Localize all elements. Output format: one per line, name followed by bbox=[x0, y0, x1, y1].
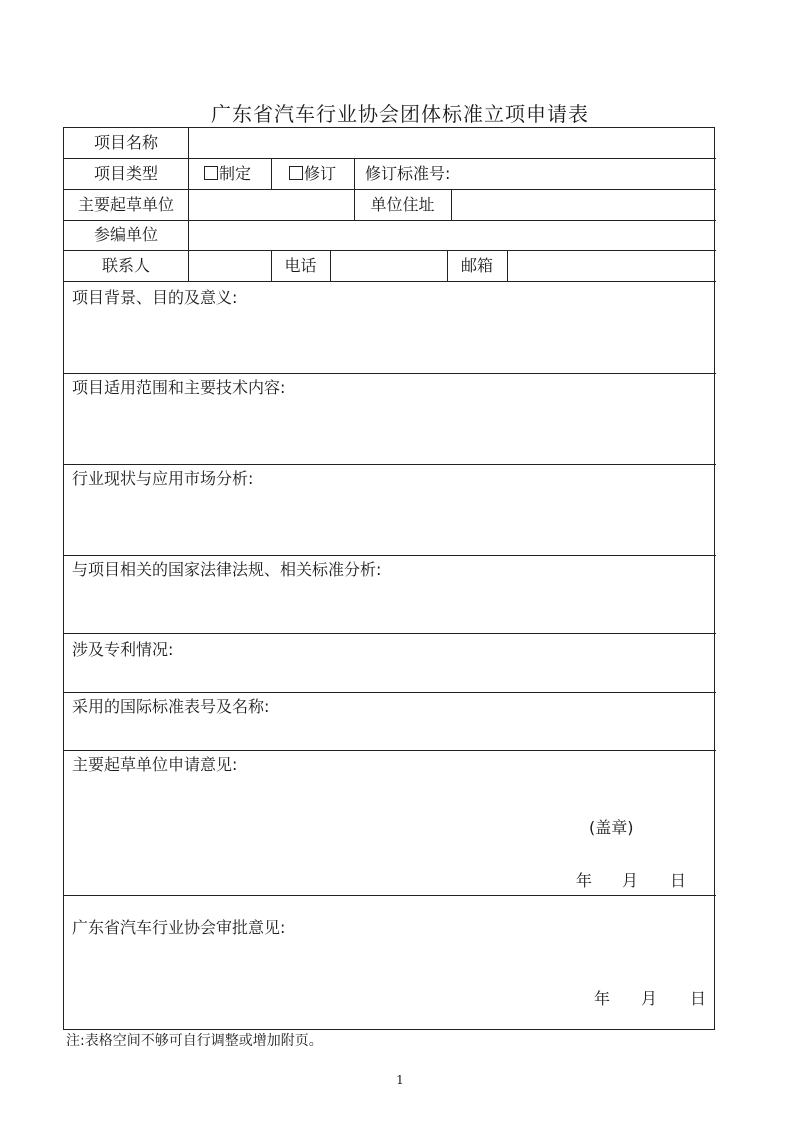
column-divider bbox=[354, 158, 355, 189]
main-drafter-field[interactable] bbox=[189, 190, 353, 219]
seal-label: (盖章) bbox=[589, 818, 634, 837]
contact-field[interactable] bbox=[189, 251, 270, 280]
row-divider bbox=[64, 555, 716, 556]
unit-address-field[interactable] bbox=[452, 190, 715, 219]
application-form-table bbox=[63, 127, 715, 1030]
date-day: 日 bbox=[690, 989, 707, 1008]
drafter-opinion-section-label: 主要起草单位申请意见: bbox=[72, 755, 238, 774]
page-title: 广东省汽车行业协会团体标准立项申请表 bbox=[211, 102, 589, 126]
row-divider bbox=[64, 750, 716, 751]
patent-section-label: 涉及专利情况: bbox=[72, 640, 174, 659]
participants-field[interactable] bbox=[189, 221, 715, 249]
association-opinion-section-label: 广东省汽车行业协会审批意见: bbox=[72, 918, 286, 937]
date-day: 日 bbox=[670, 871, 687, 890]
date-month: 月 bbox=[622, 871, 639, 890]
row-divider bbox=[64, 158, 716, 159]
type-option-establish[interactable] bbox=[204, 164, 251, 184]
date-year: 年 bbox=[594, 989, 611, 1008]
email-field[interactable] bbox=[508, 251, 715, 280]
email-label: 邮箱 bbox=[460, 256, 493, 275]
type-option-revise[interactable] bbox=[289, 164, 336, 184]
page-number: 1 bbox=[396, 1073, 404, 1087]
date-month: 月 bbox=[641, 989, 658, 1008]
contact-label: 联系人 bbox=[101, 256, 150, 275]
row-divider bbox=[64, 895, 716, 896]
row-divider bbox=[64, 692, 716, 693]
participants-label: 参编单位 bbox=[93, 225, 158, 244]
footnote: 注:表格空间不够可自行调整或增加附页。 bbox=[66, 1033, 323, 1049]
phone-label: 电话 bbox=[284, 256, 317, 275]
checkbox-icon[interactable] bbox=[204, 166, 218, 180]
project-name-field[interactable] bbox=[189, 129, 715, 157]
laws-section-label: 与项目相关的国家法律法规、相关标准分析: bbox=[72, 560, 382, 579]
project-name-label: 项目名称 bbox=[93, 133, 158, 152]
date-year: 年 bbox=[576, 871, 593, 890]
type-option-revise-label: 修订 bbox=[304, 164, 337, 183]
intl-standard-section-label: 采用的国际标准表号及名称: bbox=[72, 697, 270, 716]
unit-address-label: 单位住址 bbox=[370, 195, 435, 214]
background-section-label: 项目背景、目的及意义: bbox=[72, 288, 238, 307]
industry-section-label: 行业现状与应用市场分析: bbox=[72, 469, 254, 488]
type-option-establish-label: 制定 bbox=[219, 164, 252, 183]
main-drafter-label: 主要起草单位 bbox=[77, 195, 174, 214]
checkbox-icon[interactable] bbox=[289, 166, 303, 180]
phone-field[interactable] bbox=[331, 251, 446, 280]
project-type-label: 项目类型 bbox=[93, 164, 158, 183]
row-divider bbox=[64, 633, 716, 634]
scope-section-label: 项目适用范围和主要技术内容: bbox=[72, 378, 286, 397]
row-divider bbox=[64, 464, 716, 465]
row-divider bbox=[64, 281, 716, 282]
column-divider bbox=[271, 158, 272, 189]
row-divider bbox=[64, 373, 716, 374]
revision-standard-label: 修订标准号: bbox=[365, 164, 451, 183]
